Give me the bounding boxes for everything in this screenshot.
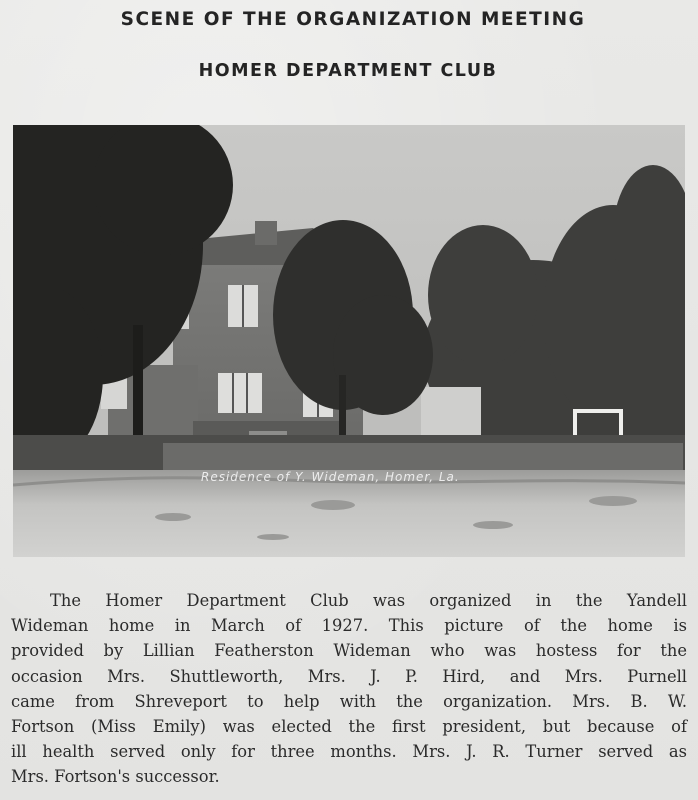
paragraph-line: The Homer Department Club was organized in the Yandell [50, 591, 687, 610]
house-photograph [13, 125, 685, 557]
paragraph-line: Wideman home in March of 1927. This picture of the home is [11, 616, 687, 636]
paragraph [11, 588, 687, 790]
paragraph-line: came from Shreveport to help with the organization. Mrs. B. W. [11, 691, 687, 711]
paragraph-line: Fortson (Miss Emily) was elected the first president, but because of [11, 716, 687, 736]
paragraph-line: provided by Lillian Featherston Wideman who was hostess for the [11, 641, 687, 661]
paragraph-line: ill health served only for three months. Mrs. J. R. Turner served as [11, 742, 687, 762]
page-title: SCENE OF THE ORGANIZATION MEETING [120, 9, 586, 30]
paragraph-line: occasion Mrs. Shuttleworth, Mrs. J. P. Hird, and Mrs. Purnell [11, 666, 687, 686]
page-subtitle: HOMER DEPARTMENT CLUB [198, 61, 498, 81]
photo-caption: Residence of Y. Wideman, Homer, La. [201, 470, 460, 484]
paragraph-line: Mrs. Fortson's successor. [11, 767, 220, 787]
